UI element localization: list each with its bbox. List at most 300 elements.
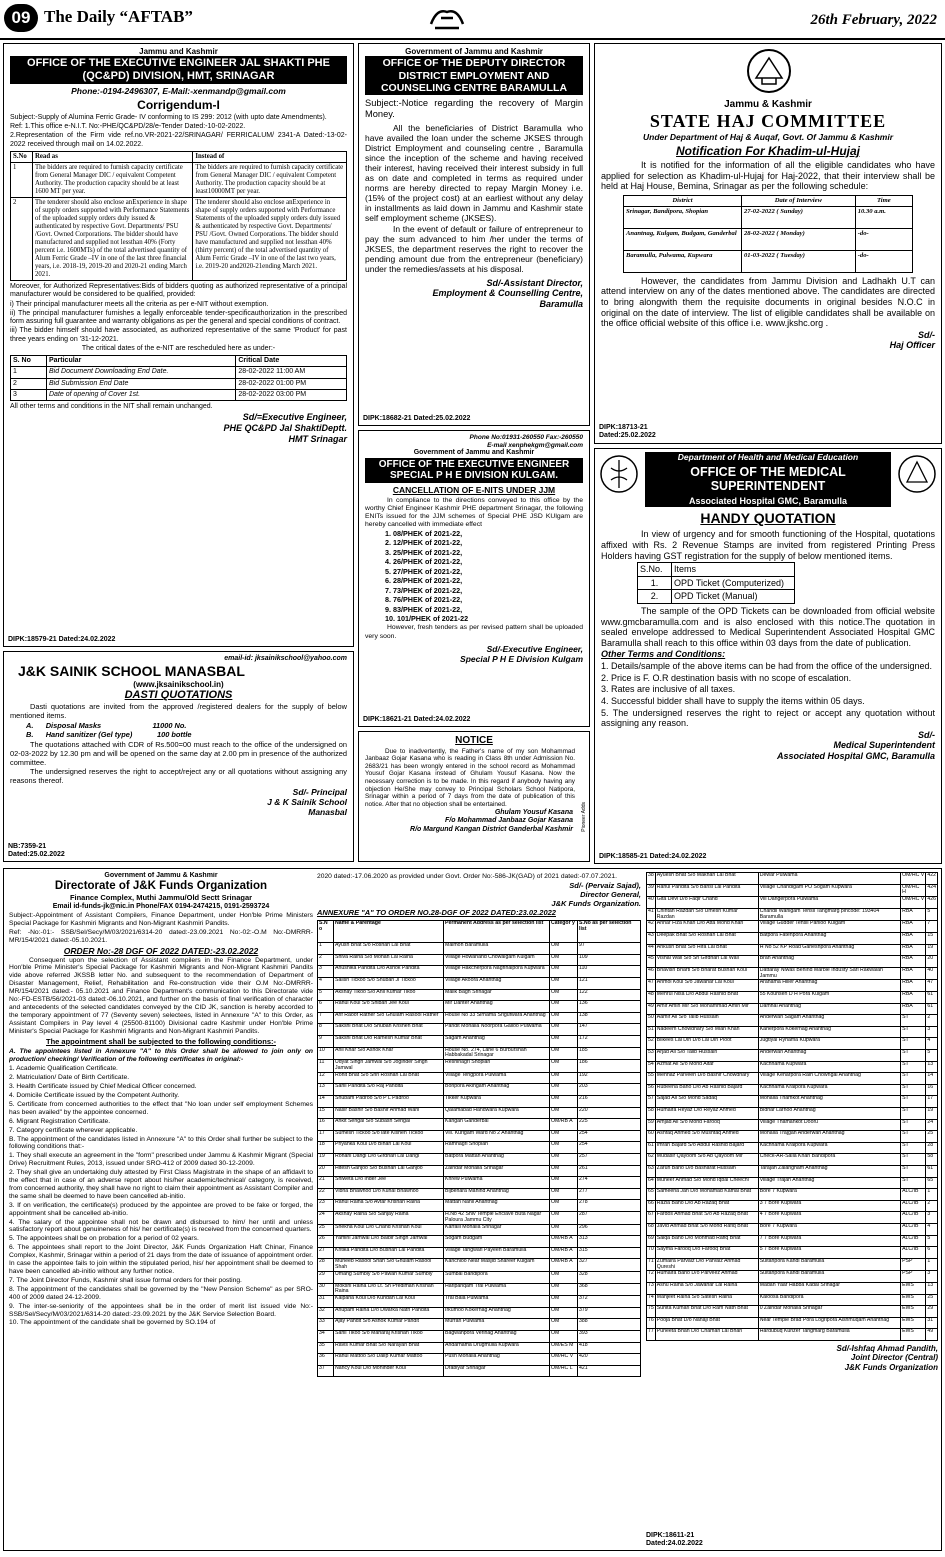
table-row [318,1177,641,1189]
table-cell: Udyat Singh Jamwal S/o Joginder Singh Jamwal [334,1060,444,1073]
table-cell: 172 [578,1036,641,1048]
table-cell: Anmol Koul S/o Jawahar Lal Koul [655,980,758,992]
table-row [647,1212,938,1224]
table-cell: 60 [647,1131,656,1143]
table-cell: 51 [647,1026,656,1038]
govt-line: Government of Jammu and Kashmir [413,449,535,457]
signature: Special P H E Division Kulgam [460,653,583,664]
signature: Sd/-Ishfaq Ahmad Pandith, [836,1343,938,1353]
table-cell: Vill Dangerpora Pulwama [758,897,900,909]
table-cell: 29 [318,1272,334,1284]
th: S.N o [318,921,334,943]
dipk-number: DIPK:18713-21 [599,423,648,431]
table-cell: OM/RB A [550,1119,578,1131]
dipk-number: DIPK:18682-21 Dated:25.02.2022 [363,414,471,422]
govt-line: Government of Jammu and Kashmir [405,47,543,56]
signature: Manasbal [308,806,347,817]
table-cell: Haripariqam Tral Pulwama [444,1283,550,1296]
dipk-date: Dated:24.02.2022 [646,1539,703,1547]
table-row [647,1003,938,1015]
table-row [318,1107,641,1119]
table-cell: Yamini Jamwal D/o Balbir Singh Jamwal [334,1236,444,1248]
table-cell: Bilkees Lal Din D/o Lal Din Ploot [655,1038,758,1050]
cell: 28-02-2022 ( Monday) [742,228,856,250]
critical-dates-table [10,355,347,401]
table-cell: Anushika Pandita D/o Ashok Pandita [334,966,444,978]
table-row [647,967,938,980]
table-cell: ST [901,1119,926,1131]
table-cell: Bore 7 Kupwara [758,1223,900,1235]
list-item: 2. They shall give an undertaking duly attested by First Class Magistrate in the shape of an affidavit to the effect that in case of an adverse report about his/her academic/technical/ category, is received, from concerned authority, they shall have no right to claim their appointment as Assistant Compiler and the same shall be deemed to have been cancelled ab-initio. [9,1169,313,1200]
table-cell: Priyanka Koul D/o Bihari Lal Koul [334,1142,444,1154]
table-cell: 136 [578,1001,641,1013]
signature: Ghulam Yousuf Kasana [494,809,573,817]
signature: Baramulla [539,299,583,310]
table-cell: Ankush Bhat S/o Hira Lal Bhat [655,944,758,956]
table-cell: Zumaira Parvaiz D/o Parvaiz Ahmad Qureshi [655,1258,758,1271]
table-cell: Amjad Ali S/o Mohd Farooq [655,1119,758,1131]
list-item: B. The appointment of the candidates listed in Annexure "A" to this Order shall further be subject to the following conditions that:- [9,1135,313,1151]
issue-date: 26th February, 2022 [810,12,937,28]
table-cell: Ashu Raina S/o Jawahar Lal Raina [655,1282,758,1294]
table-row [318,1188,641,1200]
table-cell: Sagam Anantnag [444,1036,550,1048]
table-row [647,1038,938,1050]
para: ii) The principal manufacturer furnishes a legally enforceable tender-specificauthorization in the prescribed form assuring full guarantee and warranty obligations as per the general and special conditions of contract. [10,309,347,326]
office-title: OFFICE OF THE EXECUTIVE ENGINEER SPECIAL P H E DIVISION KULGAM. [365,458,583,483]
table-cell: Madan Yaar Habba Kadal Srinagar [758,1282,900,1294]
table-cell: Kachhama Kupwara [758,1061,900,1073]
table-cell: 77 [647,1329,656,1341]
signature: Director General, [580,889,641,899]
th: Name & Parentage [334,921,444,943]
table-cell: Chandil Wanigam Tehsil Tangmarg pincode: 193404 Baramulla [758,908,900,921]
table-cell: Bonpora Akingam Anantnag [444,1084,550,1096]
list-item: 9. The inter-se-seniority of the appointees shall be in the order of merit list issued vide No:-SSB/Sel/Secy/M/03/2021/6314-20 dated:-23.09.2021 by the J&K Service Selection Board. [9,1302,313,1318]
email-line: Email id-funds-jk@nic.in Phone/FAX 0194-2474215, 0191-2593724 [52,902,270,910]
annexure-title: ANNEXURE "A" TO ORDER NO.28-DGF OF 2022 DATED:23.02.2022 [317,908,556,918]
cancellation-title: CANCELLATION OF E-NITS UNDER JJM [392,484,556,495]
table-cell: 72 [647,1271,656,1283]
annexure-table-2 [646,872,938,1341]
para: Consequent upon the selection of Assistant compilers in the Finance Department, under Hon'ble Prime Minister's Special Package for Kashmiri Migrants and Non-Migrant Kashmiri Pandits vide above referred JKSSB letter No. and subsequent to the recommendation of Department of Disaster Management, Relief, Rehabilitation and Re-construction vide their O.M No:-DMRRR-MR/154/2021 dated:- 05.10.2021 and Finance Department's communication to this Directorate vide No:-FD-ESTB/56/2021-03 dated:-06.10.2021, and further on the basis of final verification of character and antecedents of the selected candidates conveyed by the CID JK, sanction is hereby accorded to the temporary appointment of 77 (Seventy seven) selectees, listed in Annexure "A" to this Order, as Assistant Compilers in Pay level 4 (25500-81100) Divisional cadre Kashmir under Hon'ble Prime Minister's Special Package for Kashmiri Migrants and Non-Migrant Kashmiri Pandits. [9,956,313,1035]
table-cell: 44 [647,944,656,956]
table-cell: 45 [647,956,656,968]
table-cell: 25 [926,1131,938,1143]
table-cell: Anderwan Anantnag [758,1050,900,1062]
signature: PHE QC&PD Jal ShaktiDeptt. [223,422,347,433]
table-cell: 274 [578,1177,641,1189]
table-cell: Malmoh Baramulla [444,943,550,955]
table-cell: 26 [318,1236,334,1248]
cell: 28-02-2022 03:00 PM [236,389,347,400]
table-cell: Ankit Sehgal S/o Subash Sehgal [334,1119,444,1131]
table-cell: Village Hakcherpora Nagrinalpora Kupwara [444,966,550,978]
table-cell: Mudasir Qayoom S/o Ab Qayoom Mir [655,1154,758,1166]
table-cell: Village Trajan Anantnag [758,1177,900,1189]
table-cell: 327 [578,1259,641,1272]
cell: The bidders are required to furnish capacity certificate from General Manager DIC / equivalent Competent Authority. The production capacity should be at least10000MT per year. [193,162,347,197]
table-cell: 19 [926,944,938,956]
table-cell: Sakshi Bhat D/o Shuban Krishen Bhat [334,1024,444,1036]
signature: J&K Funds Organization. [551,898,641,908]
table-row [318,1024,641,1036]
table-cell: Hardubuq Kunzer Tangmarg Baramulla [758,1329,900,1341]
para: However, fresh tenders as per revised pattern shall be uploaded very soon. [365,624,583,640]
table-cell: Karfalli Mohalla Srinagar [444,1224,550,1236]
table-cell: Muneeb Rasool Shah S/o Ghulam Rasool Shah [334,1259,444,1272]
table-cell: 2 [926,1015,938,1027]
table-cell: Rohani Dangi D/o Girdhari Lal Dangi [334,1154,444,1166]
table-cell: 76 [647,1317,656,1329]
table-cell: 110 [578,966,641,978]
th: S.No [11,151,33,162]
table-cell: Jugtiyal Ryhama Kupwara [758,1038,900,1050]
table-row [647,1096,938,1108]
notice-title: NOTICE [455,735,493,746]
name-correction-notice [358,731,590,862]
table-cell: Village Akoora Anantnag [444,978,550,990]
signature: Sd/- (Pervaiz Sajad), [569,880,641,890]
table-cell: 3 [926,1271,938,1283]
table-row [647,933,938,945]
table-cell: OM/HC V [901,873,926,885]
table-cell: EWS [901,1317,926,1329]
table-cell: 32 [318,1307,334,1319]
conditions-heading: The appointment shall be subjected to the following conditions:- [46,1036,276,1046]
table-cell: ST [901,1107,926,1119]
table-cell: 8 [318,1024,334,1036]
table-row [647,1282,938,1294]
table-cell: ALC/IB [901,1223,926,1235]
table-cell: 5 [926,1050,938,1062]
nb-date: Dated:25.02.2022 [8,850,65,858]
table-cell: 421 [578,1365,641,1377]
table-cell: Anupam Raina D/o Dwarka Nath Pandita [334,1307,444,1319]
th: S.No as per selection list [578,921,641,943]
table-row [647,980,938,992]
list-item: 8. The appointment of the candidates shall be governed by the "New Pension Scheme" as per SRO-400 of 2009 dated 24-12-2009. [9,1285,313,1301]
quotation-title: HANDY QUOTATION [700,509,836,526]
table-cell: Puneeta Bhan D/o Chaman Lal Bhan [655,1329,758,1341]
list-item: 9. 83/PHEK of 2021-22, [385,604,463,614]
cell: 2. [638,590,672,604]
table-cell: 55 [647,1073,656,1085]
table-cell: 109 [578,954,641,966]
table-cell: OM [550,954,578,966]
ref-2: 2.Representation of the Firm vide ref.no.VR-2021-22/SRINAGAR/ FERRICALUM/ 2341-A Dated:-13-02-2022 received through mail on 14.02.2022. [10,132,347,148]
table-cell: ST [901,1142,926,1154]
table-cell: 16 [318,1119,334,1131]
table-cell: RBA [901,921,926,933]
table-cell: Tarajan Zalangham Anantnag [758,1165,900,1177]
list-item: 3. Rates are inclusive of all taxes. [601,684,736,695]
para: In compliance to the directions conveyed to this office by the worthy Chief Engineer Kashmir PHE department Srinagar, the following ENITs issued for the JJM schemes of Special PHE JSD KUlgam are hereby cancelled with immediate effect [365,496,583,528]
table-row [647,1131,938,1143]
table-cell: 67 [647,1212,656,1224]
table-cell: 73 [647,1282,656,1294]
cell: 28-02-2022 11:00 AM [236,367,347,378]
email-line: email-id: jksainikschool@yahoo.com [224,655,347,662]
table-cell: 368 [578,1283,641,1296]
subject: Subject:-Supply of Alumina Ferric Grade- IV conforming to IS 299: 2012 (with upto date Amendments). [10,113,327,121]
table-cell: Village Tangwari Payeen Baramulla [444,1247,550,1259]
table-cell: OM [550,1165,578,1177]
table-cell: EWS [901,1306,926,1318]
table-row [647,1119,938,1131]
table-cell: Anhar Fiza Khan D/o Atta Mohd Khan [655,921,758,933]
table-cell: 7 [926,921,938,933]
table-cell: Kaherpora Kokernag Anantnag [758,1026,900,1038]
table-cell: Pandit Mohalla Noorpora Gailoo Pulwama [444,1024,550,1036]
table-row [647,1061,938,1073]
para: The critical dates of the e-NIT are rescheduled here as under:- [81,344,276,352]
table-row [318,1119,641,1131]
table-cell: OM [550,1084,578,1096]
table-cell: Push Mohalla Anantnag [444,1354,550,1366]
table-cell: Reshinagri Shopian [444,1060,550,1073]
cell: 3 [11,389,47,400]
conditions-list [9,1065,313,1327]
th: District [624,196,742,207]
table-cell: OM [550,1060,578,1073]
table-cell: 315 [578,1247,641,1259]
table-cell: 28 [926,1142,938,1154]
table-cell: 38 [647,873,656,885]
para: All the beneficiaries of District Baramulla who have availed the loan under the scheme JKSES through District Employment and counseling centre , Baramulla since the inception of the scheme and having received their interest, having received their interest subsidy in full as on date and completed in terms as required under norms are hereby directed to repay Margin Money i.e. (15% of the project cost) at an earliest without any delay in installments as laid down in Jammu and Kashmir state self employment scheme (JKSES). [365,122,583,223]
table-cell: ST [901,1038,926,1050]
table-cell: Sultanpora Kandi Baramulla [758,1258,900,1271]
para: The sample of the OPD Tickets can be downloaded from official website www.gmcbaramulla.com and is also enclosed with this notice.The quotation in sealed envelope addressed to Medical Superintendent Associated Hospital GMC Baramulla shall reach to this office within 03 days from the date of publication. [601,606,935,648]
table-cell: 393 [578,1331,641,1343]
table-cell: Umang Sumbly S/o Pawan Kumar Sumbly [334,1272,444,1284]
table-cell: ST [901,1026,926,1038]
signature: Joint Director (Central) [850,1353,938,1363]
haj-emblem-icon [744,48,794,94]
table-cell: 424 [926,884,938,897]
table-cell: Arahama Hiller Anantnag [758,980,900,992]
table-row [647,1107,938,1119]
table-cell: 17 [926,1096,938,1108]
table-cell: H No 52 KP Road Ganeshpora Anantnag [758,944,900,956]
table-cell: Akshay Raina S/o Sanjay Raina [334,1212,444,1225]
table-cell: RBA [901,980,926,992]
table-row [318,1084,641,1096]
table-cell: Aamir Ali S/o Talib Hussain [655,1015,758,1027]
signature: J & K Sainik School [267,796,347,807]
table-cell: Ashfaq Ahmed S/o Mushtaq Ahmed [655,1131,758,1143]
list-item: 7. Category certificate wherever applicable. [9,1126,138,1134]
office-title: STATE HAJ COMMITTEE [649,110,887,131]
table-cell: Village Tengpora Pulwama [444,1072,550,1084]
corrigendum-title: Corrigendum-I [137,97,220,112]
table-cell: 3 [318,966,334,978]
table-cell: 59 [647,1119,656,1131]
table-cell: 14 [926,1073,938,1085]
signature: Employment & Counselling Centre, [432,288,583,299]
table-cell: Kritika Pandita D/o Bushan Lal Pandita [334,1247,444,1259]
table-cell: 61 [926,1003,938,1015]
th: S.No. [638,563,672,577]
table-cell: Mokshi Raina D/o Lt. Sh Prediman Krishan Raina [334,1283,444,1296]
ref-1: Ref: 1.This office e-N.I.T. No:-PHE/QC&PD/28/e-Tender Dated:-10-02-2022. [10,123,246,131]
table-row [318,1130,641,1142]
table-cell: EWS [901,1329,926,1341]
newspaper-name: The Daily “AFTAB” [44,7,193,26]
list-item: 6. 28/PHEK of 2021-22, [385,576,463,586]
signature: Sd/=Executive Engineer, [242,412,347,423]
table-cell: Batpora Fatehpora Anantnag [758,933,900,945]
table-cell: Qalamabad Handwara Kupwara [444,1107,550,1119]
table-cell: 5 7 Bore Kupwara [758,1247,900,1259]
sainik-school-dasti-quotations [3,651,354,862]
table-cell: Tral Bala Pulwama [444,1296,550,1308]
table-cell: 40 [647,897,656,909]
table-cell: OM [550,1177,578,1189]
table-cell: 5 [318,989,334,1001]
table-cell: RBA [901,908,926,921]
table-row [318,1247,641,1259]
table-row [647,1177,938,1189]
cell: Srinagar, Bandipora, Shopian [624,206,742,228]
list-item: 5. The undersigned reserves the right to reject or accept any quotation without assigning any reason. [601,707,935,729]
table-cell: Dewar Pulwama [758,873,900,885]
table-cell: 20 [318,1165,334,1177]
table-cell: 54 [647,1061,656,1073]
table-row [318,1165,641,1177]
signature: Sd/- [918,729,935,740]
office-title: OFFICE OF THE DEPUTY DIRECTOR DISTRICT EMPLOYMENT AND COUNSELING CENTRE BARAMULLA [365,56,583,94]
table-cell: Rahul Pandita S/o Bansi Lal Pandita [655,884,758,897]
table-cell: 122 [578,989,641,1001]
table-cell: 66 [647,1200,656,1212]
table-cell: Anderwan Sagam Anantnag [758,1015,900,1027]
table-cell: 53 [647,1050,656,1062]
table-cell: Pooja Bhat D/o Nanaji Bhat [655,1317,758,1329]
table-row [318,1012,641,1024]
list-item: 7. The Joint Director Funds, Kashmir shall issue formal orders for their posting. [9,1276,242,1284]
table-cell: Ravis Kumar Bhat S/o Narayan Bhat [334,1342,444,1354]
table-cell: Ajay Pandit S/o Ashok Kumar Pandit [334,1319,444,1331]
list-item: 2. Price is F. O.R destination basis with no scope of escalation. [601,672,852,683]
table-cell: Shiweta D/o Inder Jee [334,1177,444,1189]
list-item: 5. 27/PHEK of 2021-22, [385,566,463,576]
para: Dasti quotations are invited from the approved /registered dealers for the supply of below mentioned items. [10,702,347,720]
table-cell: 21 [318,1177,334,1189]
table-row [647,1306,938,1318]
table-row [647,1165,938,1177]
cell: -do- [855,228,912,250]
table-cell: Kachhama Kralpora Kupwara [758,1084,900,1096]
th: Date of Interview [742,196,856,207]
table-row [318,1319,641,1331]
table-cell: 313 [578,1236,641,1248]
table-cell: Bagwanpora Verinag Anantnag [444,1331,550,1343]
table-cell: 2 [926,1200,938,1212]
table-cell: 254 [578,1142,641,1154]
cell: OPD Ticket (Computerized) [672,576,795,590]
table-cell: 74 [647,1294,656,1306]
table-row [647,956,938,968]
table-cell: 39 [647,884,656,897]
table-cell: 61 [647,1142,656,1154]
table-cell: ST [901,1061,926,1073]
table-cell: 257 [578,1154,641,1166]
table-cell: Bore 7 Kupwara [758,1189,900,1201]
table-cell: 25 [926,1294,938,1306]
table-cell: 420 [578,1354,641,1366]
table-cell: ST [901,1073,926,1085]
list-item: 4. 26/PHEK of 2021-22, [385,557,463,567]
table-cell: 6 [926,1247,938,1259]
table-cell: 58 [647,1107,656,1119]
table-cell: 15 [318,1107,334,1119]
table-row [318,1212,641,1225]
table-row [647,897,938,909]
para: iii) The bidder himself should have associated, as authorized representative of the same 'Product' for past three years ending on '31-12-2021. [10,327,347,343]
table-row [647,1015,938,1027]
table-cell: 287 [578,1212,641,1225]
cell: 2 [11,378,47,389]
table-cell: 388 [578,1319,641,1331]
table-cell: OM [550,1200,578,1212]
list-item: 2. 12/PHEK of 2021-22, [385,538,463,548]
table-cell: Ayuesh Bhat S/o Makhan Lal Bhat [655,873,758,885]
list-item: 3. If on verification, the certificate(s) produced by the appointee are proved to be fake or forged, the appointment shall be cancelled ab-initio. [9,1201,313,1217]
annexure-table-1 [317,920,641,1377]
table-cell: 27 [318,1247,334,1259]
table-cell: RBA [901,1003,926,1015]
table-cell: 43 [647,933,656,945]
table-cell: Near Temple Brad Pora Logripora Aishmuqam Anantnag [758,1317,900,1329]
list-item: 3. 25/PHEK of 2021-22, [385,547,463,557]
cell: 27-02-2022 ( Sunday) [742,206,856,228]
table-row [318,1096,641,1108]
th: Categor y [550,921,578,943]
item-a: A. Disposal Masks 11000 No. [26,720,187,730]
table-cell: OM [550,1212,578,1225]
table-cell: 7 7 Bore Kupwara [758,1235,900,1247]
list-item: 6. The appointees shall report to the Joint Director, J&K Funds Organization Haft Chinar, Finance Complex, Kashmir, Srinagar within a period of 21 days from the date of issuance of appointment order. In case the appointee fails to join within the stipulated period, his/ her appointment shall be deemed to have been cancelled ab-initio without any further notice. [9,1244,313,1276]
table-row [647,1294,938,1306]
table-row [647,908,938,921]
gmc-logo-icon [599,454,639,494]
table-cell: 97 [578,943,641,955]
table-row [647,1154,938,1166]
table-cell: Rahul Mattoo S/o Dalip Kumar Mattoo [334,1354,444,1366]
table-row [647,1317,938,1329]
cell: 2 [11,197,33,280]
table-cell: Kanchloo Near Masjid Shareef Kulgam [444,1259,550,1272]
table-row [318,1331,641,1343]
table-row [647,1026,938,1038]
table-cell: Razia Bano D/o Ab Razaq Bhat [655,1200,758,1212]
cell: -do- [855,250,912,272]
table-cell: 192 [578,1072,641,1084]
table-cell: 71 [647,1258,656,1271]
table-cell: 422 [926,873,938,885]
table-cell: Humaira Reyaz D/o Reyaz Ahmed [655,1107,758,1119]
table-cell: ALC/IB [901,1189,926,1201]
table-cell: 4 [926,1223,938,1235]
table-cell: 56 [647,1084,656,1096]
table-cell: 4 7 Bore Kupwara [758,1212,900,1224]
table-cell: 34 [318,1331,334,1343]
table-cell: Village Thamankot Dooru [758,1119,900,1131]
table-cell: 13 [926,1282,938,1294]
table-cell: Sunita Kumari Bhat D/o Ram Nath Bhat [655,1306,758,1318]
table-cell: Kangan Ganderbal [444,1119,550,1131]
